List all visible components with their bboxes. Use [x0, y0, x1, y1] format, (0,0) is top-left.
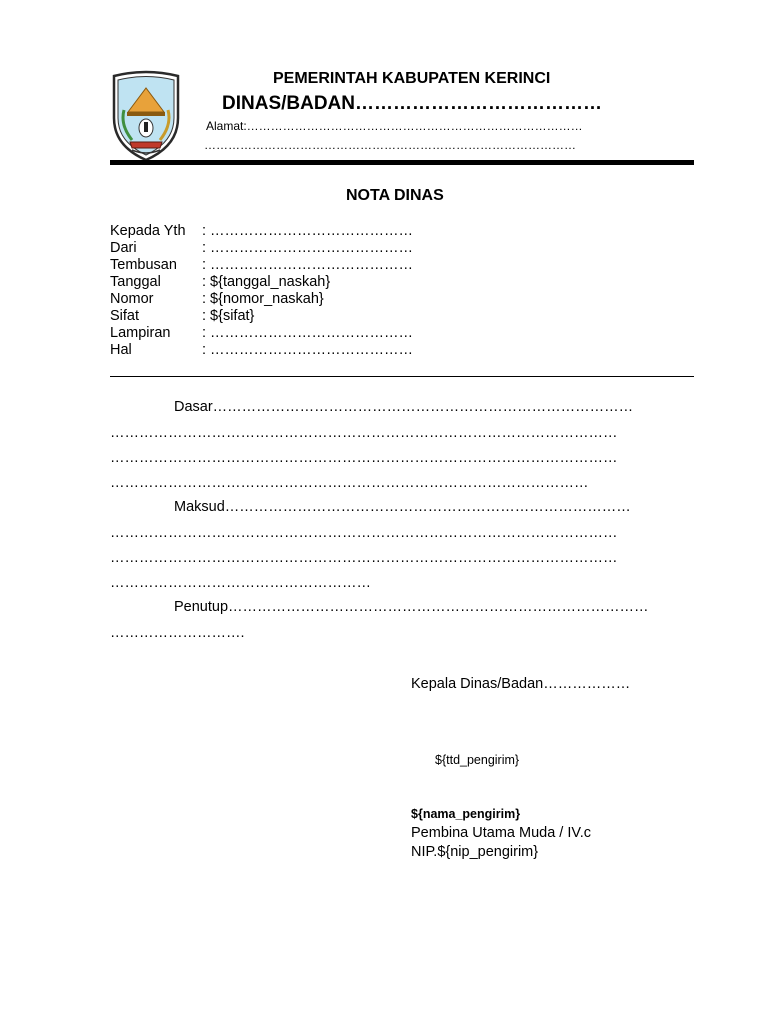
- header-divider: [110, 160, 694, 165]
- meta-divider: [110, 376, 694, 377]
- meta-label: Nomor: [110, 291, 154, 307]
- meta-value: : ……………………………………: [202, 257, 414, 273]
- dasar-line: Dasar……………………………………………………………………………: [174, 399, 634, 415]
- dasar-continuation: ……………………………………………………………………………………………: [110, 450, 618, 466]
- maksud-line: Maksud…………………………………………………………………………: [174, 499, 631, 515]
- meta-value: : ……………………………………: [202, 325, 414, 341]
- meta-label: Lampiran: [110, 325, 171, 341]
- signature-position: Kepala Dinas/Badan………………: [411, 676, 631, 692]
- maksud-continuation: ……………………………………………………………………………………………: [110, 525, 618, 541]
- dasar-continuation: ……………………………………………………………………………………………: [110, 425, 618, 441]
- penutup-line: Penutup……………………………………………………………………………: [174, 599, 649, 615]
- kerinci-emblem-logo: [108, 70, 184, 162]
- maksud-continuation: ……………………………………………………………………………………………: [110, 550, 618, 566]
- meta-values: [202, 223, 413, 359]
- signer-nip: NIP.${nip_pengirim}: [411, 844, 539, 860]
- government-name: PEMERINTAH KABUPATEN KERINCI: [273, 70, 551, 87]
- agency-name: DINAS/BADAN…………………………………: [222, 93, 602, 114]
- maksud-continuation: ………………………………………………: [110, 575, 371, 591]
- address-line-1: Alamat:…………………………………………………………………………: [206, 119, 583, 133]
- signer-rank: Pembina Utama Muda / IV.c: [411, 825, 591, 841]
- meta-label: Dari: [110, 240, 137, 256]
- document-title: NOTA DINAS: [346, 187, 444, 204]
- signature-placeholder: ${ttd_pengirim}: [435, 753, 520, 767]
- penutup-continuation: ……………………….: [110, 625, 245, 641]
- address-line-2: …………………………………………………………………………………: [204, 138, 576, 152]
- dasar-continuation: ………………………………………………………………………………………: [110, 475, 589, 491]
- meta-labels: [110, 223, 186, 359]
- meta-value: : ${nomor_naskah}: [202, 291, 324, 307]
- meta-value: : ……………………………………: [202, 223, 414, 239]
- meta-value: : ${tanggal_naskah}: [202, 274, 331, 290]
- meta-value: : ……………………………………: [202, 240, 414, 256]
- meta-label: Kepada Yth: [110, 223, 186, 239]
- meta-value: : ${sifat}: [202, 308, 255, 324]
- meta-label: Sifat: [110, 308, 140, 324]
- meta-label: Tembusan: [110, 257, 177, 273]
- signer-name: ${nama_pengirim}: [411, 807, 521, 821]
- meta-label: Tanggal: [110, 274, 161, 290]
- meta-value: : ……………………………………: [202, 342, 414, 358]
- meta-label: Hal: [110, 342, 132, 358]
